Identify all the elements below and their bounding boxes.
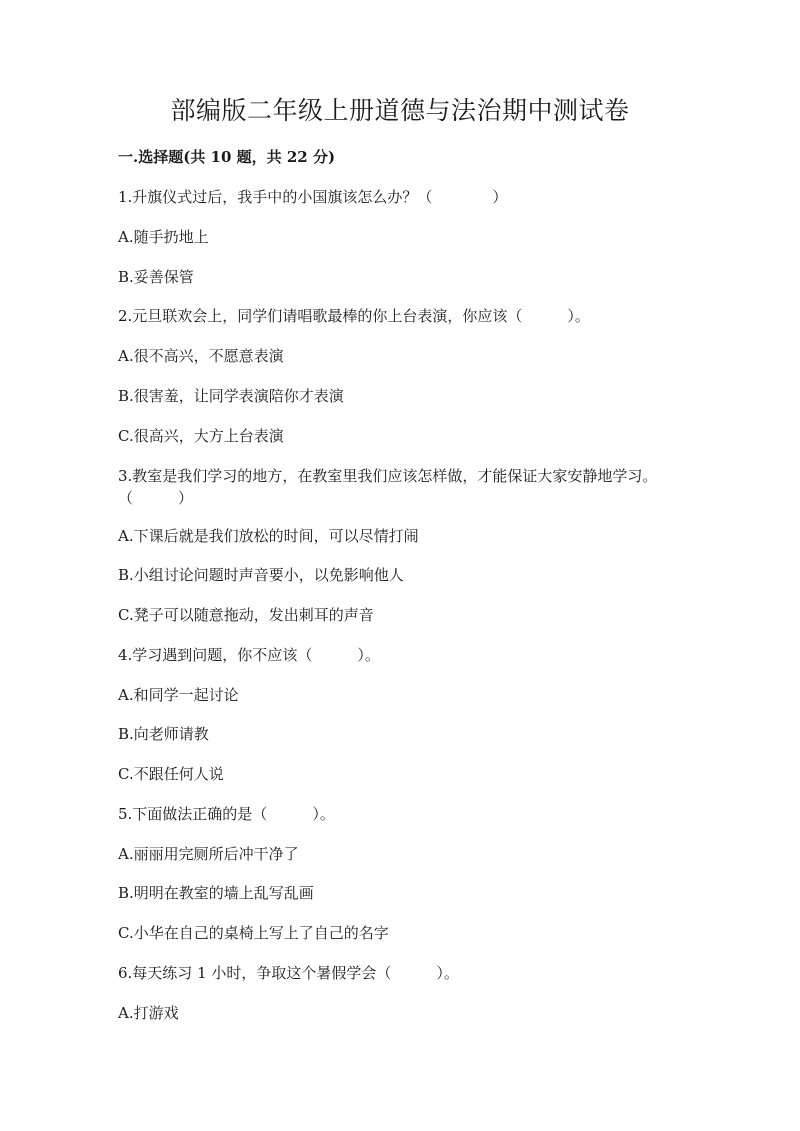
question-5-stem: 5.下面做法正确的是（ ）。 [118,805,335,823]
question-1-stem: 1.升旗仪式过后，我手中的小国旗该怎么办？（ ） [118,188,508,206]
question-5-option-a[interactable]: A.丽丽用完厕所后冲干净了 [118,845,299,863]
question-5-option-c[interactable]: C.小华在自己的桌椅上写上了自己的名字 [118,924,389,942]
section-heading: 一.选择题(共 10 题，共 22 分) [118,148,336,166]
question-2-option-b[interactable]: B.很害羞，让同学表演陪你才表演 [118,387,344,405]
question-3-option-b[interactable]: B.小组讨论问题时声音要小，以免影响他人 [118,566,404,584]
question-1-option-b[interactable]: B.妥善保管 [118,268,194,286]
question-1-option-a[interactable]: A.随手扔地上 [118,228,209,246]
question-5-option-b[interactable]: B.明明在教室的墙上乱写乱画 [118,884,314,902]
question-4-stem: 4.学习遇到问题，你不应该（ ）。 [118,646,380,664]
question-3-option-a[interactable]: A.下课后就是我们放松的时间，可以尽情打闹 [118,527,419,545]
question-6-stem: 6.每天练习 1 小时，争取这个暑假学会（ ）。 [118,964,459,982]
question-3-stem: 3.教室是我们学习的地方，在教室里我们应该怎样做，才能保证大家安静地学习。（ ） [118,467,658,507]
question-6-option-a[interactable]: A.打游戏 [118,1004,179,1022]
page-title: 部编版二年级上册道德与法治期中测试卷 [170,96,630,125]
question-4-option-b[interactable]: B.向老师请教 [118,725,209,743]
question-2-option-c[interactable]: C.很高兴，大方上台表演 [118,427,284,445]
question-4-option-c[interactable]: C.不跟任何人说 [118,765,224,783]
question-2-stem: 2.元旦联欢会上，同学们请唱歌最棒的你上台表演，你应该（ ）。 [118,307,590,325]
question-4-option-a[interactable]: A.和同学一起讨论 [118,686,239,704]
question-2-option-a[interactable]: A.很不高兴，不愿意表演 [118,347,284,365]
question-3-option-c[interactable]: C.凳子可以随意拖动，发出刺耳的声音 [118,606,374,624]
